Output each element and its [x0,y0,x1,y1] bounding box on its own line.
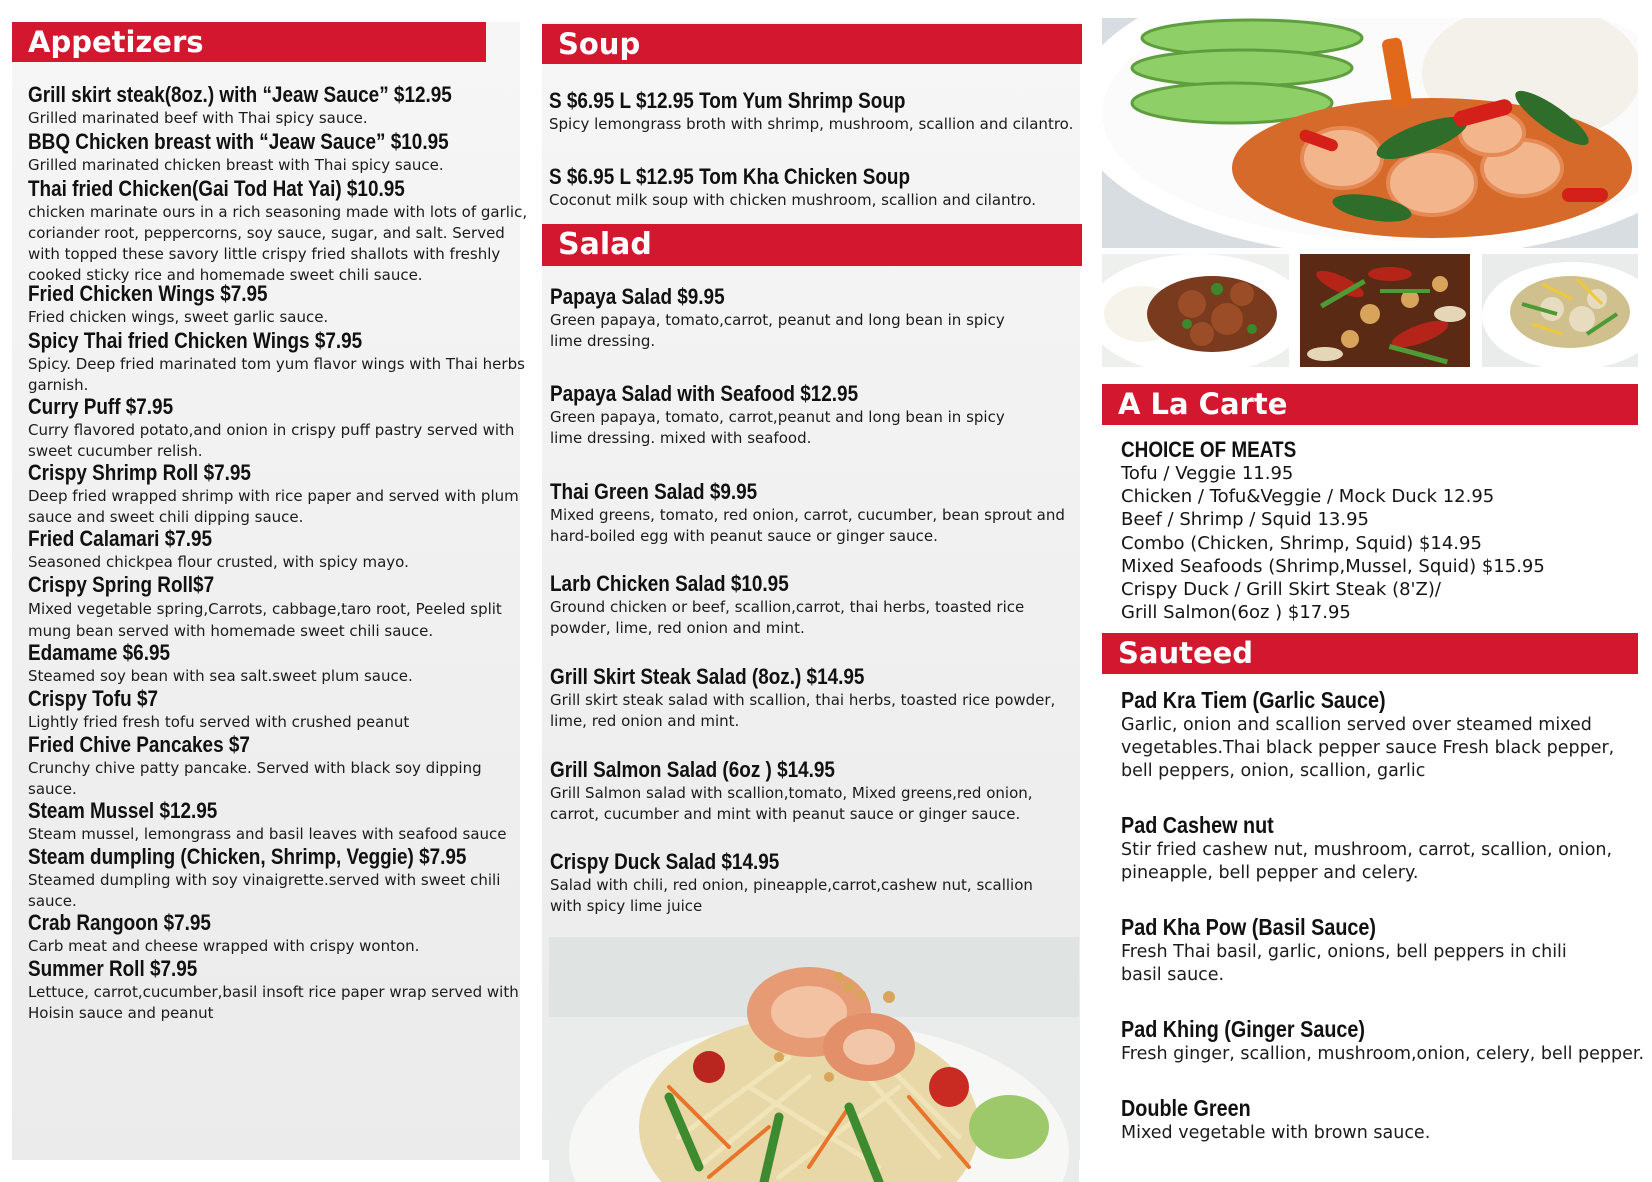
price-line: Crispy Duck / Grill Skirt Steak (8'Z)/ [1121,579,1441,601]
item-description: Grill Salmon salad with scallion,tomato, Mixed greens,red onion, carrot, cucumber and mint with peanut sauce or ginger sauce. [550,784,1033,823]
price-line: Grill Salmon(6oz ) $17.95 [1121,602,1351,624]
item-name: S $6.95 L $12.95 Tom Kha Chicken Soup [549,164,911,189]
item-description: Spicy. Deep fried marinated tom yum flavor wings with Thai herbs garnish. [28,355,525,394]
menu-item [28,460,528,528]
item-name: Papaya Salad with Seafood $12.95 [550,381,859,406]
item-description: Spicy lemongrass broth with shrimp, mushroom, scallion and cilantro. [549,115,1074,133]
price-line: Tofu / Veggie 11.95 [1121,463,1294,484]
menu-item [28,82,528,129]
item-name: Grill skirt steak(8oz.) with “Jeaw Sauce” $12.95 [28,82,452,107]
item-name: Crispy Tofu $7 [28,686,159,711]
appetizers-title: Appetizers [28,24,204,59]
item-description: Green papaya, tomato,carrot, peanut and long bean in spicy lime dressing. [550,311,1005,350]
menu-item [28,732,528,800]
menu-item [28,526,528,573]
item-description: Coconut milk soup with chicken mushroom, scallion and cilantro. [549,191,1037,209]
menu-item [550,381,1010,449]
item-description: Curry flavored potato,and onion in crispy puff pastry served with sweet cucumber relish. [28,421,515,460]
menu-item [28,572,528,642]
menu-item [1121,687,1621,783]
item-description: Green papaya, tomato, carrot,peanut and long bean in spicy lime dressing. mixed with seafood. [550,408,1005,447]
menu-item [28,956,528,1024]
item-description: Lightly fried fresh tofu served with crushed peanut [28,713,410,731]
item-name: Edamame $6.95 [28,640,170,665]
item-description: Lettuce, carrot,cucumber,basil insoft rice paper wrap served with Hoisin sauce and peanut [28,983,519,1022]
item-name: Pad Khing (Ginger Sauce) [1121,1016,1365,1042]
salad-title: Salad [558,227,652,262]
item-description: Deep fried wrapped shrimp with rice paper and served with plum sauce and sweet chili dipping sauce. [28,487,519,526]
chicken-ginger-stirfry-photo [1482,254,1638,367]
soup-header [542,24,1082,64]
sauteed-title: Sauteed [1118,636,1254,670]
appetizers-header [12,22,486,62]
item-description: Grill skirt steak salad with scallion, thai herbs, toasted rice powder, lime, red onion and mint. [550,691,1056,730]
item-name: Double Green [1121,1095,1251,1121]
item-description: Grilled marinated beef with Thai spicy sauce. [28,109,368,127]
item-description: Mixed vegetable spring,Carrots, cabbage,taro root, Peeled split mung bean served with homemade sweet chili sauce. [28,600,502,640]
item-name: Pad Kha Pow (Basil Sauce) [1121,914,1377,940]
item-description: Crunchy chive patty pancake. Served with black soy dipping sauce. [28,759,482,798]
menu-item [550,571,1040,639]
menu-item [28,798,538,845]
papaya-salad-shrimp-photo [549,937,1079,1182]
item-name: Pad Cashew nut [1121,812,1274,838]
menu-item [550,664,1078,732]
menu-item [549,88,1074,135]
item-description: Fresh Thai basil, garlic, onions, bell peppers in chili basil sauce. [1121,942,1567,985]
item-description: Steam mussel, lemongrass and basil leaves with seafood sauce [28,825,507,843]
item-name: S $6.95 L $12.95 Tom Yum Shrimp Soup [549,88,906,113]
menu-item [28,910,528,957]
item-name: Fried Calamari $7.95 [28,526,213,551]
price-line: Combo (Chicken, Shrimp, Squid) $14.95 [1121,532,1482,554]
menu-item [1121,1016,1644,1066]
item-description: Seasoned chickpea flour crusted, with spicy mayo. [28,553,409,571]
sauteed-header [1102,633,1638,674]
alacarte-sauteed-column [1102,18,1645,1160]
item-name: Pad Kra Tiem (Garlic Sauce) [1121,687,1386,713]
item-description: Garlic, onion and scallion served over steamed mixed vegetables.Thai black pepper sauce Fresh black pepper, bell peppers, onion, scallion, garlic [1121,715,1615,781]
item-name: Larb Chicken Salad $10.95 [550,571,789,596]
item-name: Fried Chicken Wings $7.95 [28,281,268,306]
choice-of-meats [1121,437,1621,624]
menu-item [28,640,528,687]
pork-dish-photo [1102,254,1289,367]
item-name: Thai Green Salad $9.95 [550,479,758,504]
shrimp-basil-plate-photo [1102,18,1638,248]
menu-item [1121,914,1611,987]
soup-title: Soup [558,26,641,61]
item-name: Crab Rangoon $7.95 [28,910,211,935]
item-description: Grilled marinated chicken breast with Thai spicy sauce. [28,156,444,174]
item-name: Steam dumpling (Chicken, Shrimp, Veggie) $7.95 [28,844,467,869]
item-name: Thai fried Chicken(Gai Tod Hat Yai) $10.95 [28,176,405,201]
item-name: Crispy Spring Roll$7 [28,572,215,597]
menu-item [28,129,528,176]
price-line: Beef / Shrimp / Squid 13.95 [1121,509,1369,531]
item-description: Stir fried cashew nut, mushroom, carrot, scallion, onion, pineapple, bell pepper and celery. [1121,840,1613,883]
item-name: Spicy Thai fried Chicken Wings $7.95 [28,328,363,353]
price-line: Mixed Seafoods (Shrimp,Mussel, Squid) $15.95 [1121,555,1545,577]
menu-item [28,844,538,912]
menu-item [28,328,528,396]
item-name: Crispy Duck Salad $14.95 [550,849,780,874]
appetizers-column [12,22,528,1160]
menu-item [28,686,528,733]
menu-item [550,849,1050,917]
item-description: Mixed vegetable with brown sauce. [1121,1123,1431,1143]
soup-salad-column [542,22,1080,1160]
menu-item [28,176,528,286]
item-description: Carb meat and cheese wrapped with crispy wonton. [28,937,420,955]
item-name: Summer Roll $7.95 [28,956,198,981]
price-line: Chicken / Tofu&Veggie / Mock Duck 12.95 [1121,486,1495,508]
alacarte-header [1102,384,1638,425]
menu-item [550,479,1078,547]
chili-cashew-stirfry-photo [1300,254,1470,367]
choice-of-meats-heading: CHOICE OF MEATS [1121,437,1297,462]
item-name: Papaya Salad $9.95 [550,284,725,309]
item-description: Fresh ginger, scallion, mushroom,onion, celery, bell pepper. [1121,1044,1645,1064]
item-description: Salad with chili, red onion, pineapple,carrot,cashew nut, scallion with spicy lime juice [550,876,1033,915]
menu-item [28,281,528,328]
item-description: Mixed greens, tomato, red onion, carrot, cucumber, bean sprout and hard-boiled egg with peanut sauce or ginger sauce. [550,506,1065,545]
salad-header [542,224,1082,266]
item-description: Ground chicken or beef, scallion,carrot, thai herbs, toasted rice powder, lime, red onion and mint. [550,598,1025,637]
item-description: Steamed soy bean with sea salt.sweet plum sauce. [28,667,413,685]
item-name: Grill Salmon Salad (6oz ) $14.95 [550,757,835,782]
item-name: Fried Chive Pancakes $7 [28,732,250,757]
item-name: Crispy Shrimp Roll $7.95 [28,460,251,485]
menu-item [28,394,528,462]
item-name: BBQ Chicken breast with “Jeaw Sauce” $10.95 [28,129,449,154]
item-description: Steamed dumpling with soy vinaigrette.served with sweet chili sauce. [28,871,501,910]
menu-item [550,284,1010,352]
item-name: Curry Puff $7.95 [28,394,174,419]
item-description: chicken marinate ours in a rich seasoning made with lots of garlic, coriander root, peppercorns, soy sauce, sugar, and salt. Served with topped these savory little crispy fried shallots with freshly cooked sticky rice and homemade sweet chili sauce. [28,203,528,284]
menu-item [550,757,1050,825]
item-description: Fried chicken wings, sweet garlic sauce. [28,308,329,326]
alacarte-title: A La Carte [1118,387,1288,421]
item-name: Steam Mussel $12.95 [28,798,218,823]
menu-item [549,164,1069,211]
item-name: Grill Skirt Steak Salad (8oz.) $14.95 [550,664,865,689]
menu-item [1121,1095,1631,1145]
menu-item [1121,812,1616,885]
